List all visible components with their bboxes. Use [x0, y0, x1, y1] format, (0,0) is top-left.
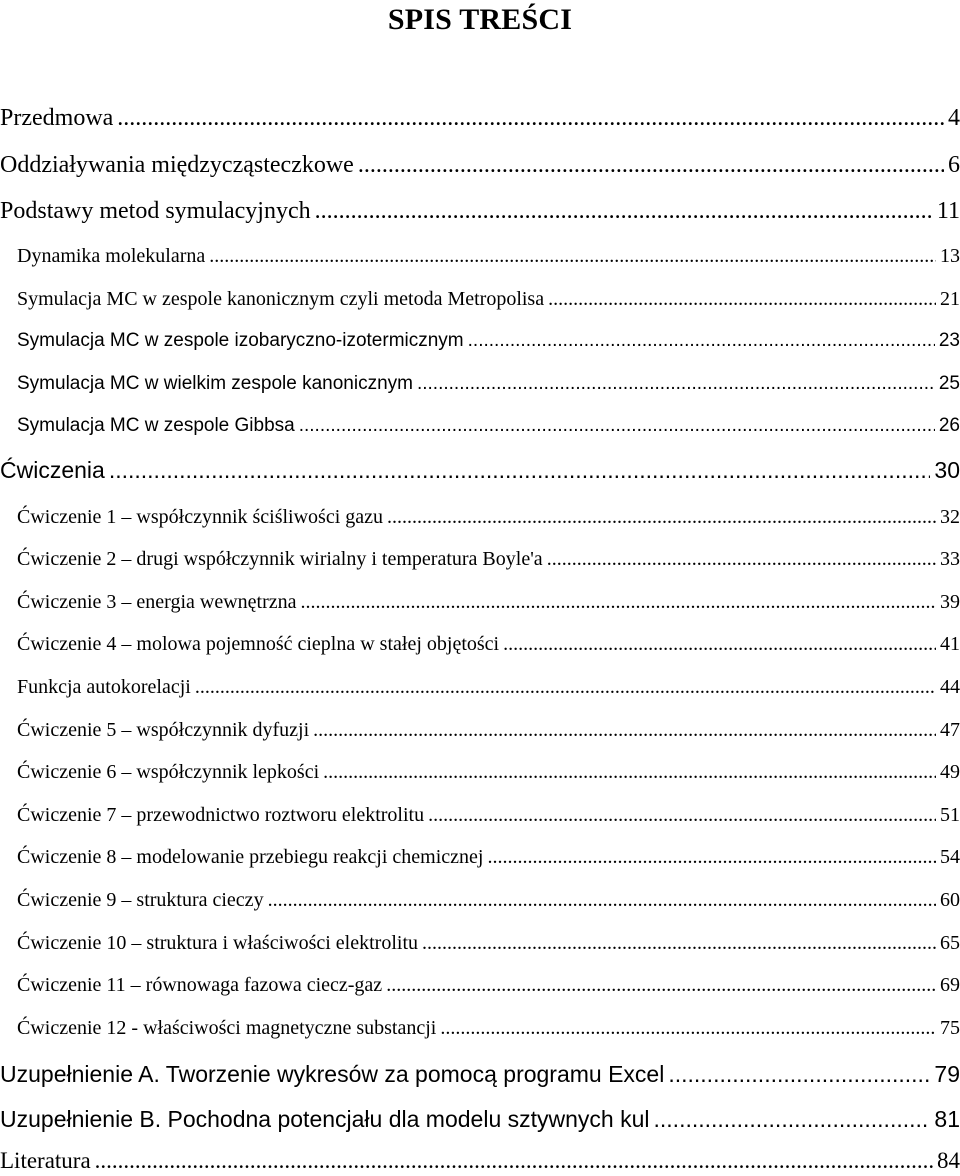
toc-entry-label: Oddziaływania międzycząsteczkowe [0, 152, 354, 178]
toc-entry-label: Ćwiczenia [0, 457, 105, 483]
toc-entry-page: 30 [934, 457, 960, 483]
toc-entry-label: Ćwiczenie 1 – współczynnik ściśliwości gazu [17, 506, 384, 528]
dot-leader [487, 843, 936, 871]
toc-entry-page: 21 [940, 288, 960, 310]
toc-entry[interactable] [17, 886, 960, 914]
toc-entry-page: 6 [948, 152, 960, 178]
toc-entry-page: 81 [934, 1106, 960, 1132]
toc-entry-page: 79 [934, 1061, 960, 1087]
toc-entry-page: 69 [940, 974, 960, 996]
toc-entry-label: Funkcja autokorelacji [17, 676, 191, 698]
toc-entry-page: 47 [940, 719, 960, 741]
toc-entry[interactable] [0, 455, 960, 485]
toc-entry[interactable] [17, 801, 960, 829]
toc-entry-label: Symulacja MC w zespole kanonicznym czyli metoda Metropolisa [17, 288, 545, 310]
toc-entry-label: Podstawy metod symulacyjnych [0, 198, 311, 224]
toc-entry-label: Przedmowa [0, 105, 114, 131]
dot-leader [440, 1014, 936, 1042]
toc-entry[interactable] [17, 673, 960, 701]
dot-leader [548, 285, 936, 313]
toc-entry-page: 51 [940, 804, 960, 826]
toc-entry-label: Literatura [0, 1148, 91, 1173]
toc-entry[interactable] [17, 503, 960, 531]
dot-leader [313, 716, 936, 744]
dot-leader [668, 1059, 930, 1089]
toc-entry[interactable] [0, 1104, 960, 1134]
dot-leader [358, 150, 944, 180]
dot-leader [654, 1104, 931, 1134]
toc-entry-page: 75 [940, 1017, 960, 1039]
toc-entry-label: Uzupełnienie B. Pochodna potencjału dla modelu sztywnych kul [0, 1106, 650, 1132]
toc-entry-page: 44 [940, 676, 960, 698]
toc-entry-label: Ćwiczenie 11 – równowaga fazowa ciecz-gaz [17, 974, 383, 996]
toc-entry[interactable] [0, 196, 960, 226]
toc-entry[interactable] [17, 327, 960, 355]
toc-entry-label: Dynamika molekularna [17, 245, 206, 267]
dot-leader [387, 503, 936, 531]
toc-entry[interactable] [0, 1146, 960, 1176]
toc-entry[interactable] [17, 588, 960, 616]
dot-leader [268, 886, 936, 914]
toc-entry-label: Ćwiczenie 4 – molowa pojemność cieplna w stałej objętości [17, 633, 500, 655]
dot-leader [301, 588, 936, 616]
dot-leader [109, 455, 931, 485]
toc-entry-page: 54 [940, 846, 960, 868]
toc-entry-label: Ćwiczenie 9 – struktura cieczy [17, 889, 264, 911]
toc-entry-page: 32 [940, 506, 960, 528]
toc-entry-page: 13 [940, 245, 960, 267]
toc-entry-page: 41 [940, 633, 960, 655]
dot-leader [195, 673, 936, 701]
toc-entry[interactable] [17, 929, 960, 957]
toc-entry-page: 4 [948, 105, 960, 131]
dot-leader [315, 196, 933, 226]
toc-entry-label: Ćwiczenie 6 – współczynnik lepkości [17, 761, 320, 783]
toc-entry-page: 84 [937, 1148, 960, 1173]
toc-entry-label: Ćwiczenie 2 – drugi współczynnik wirialny i temperatura Boyle'a [17, 548, 543, 570]
toc-entry[interactable] [17, 630, 960, 658]
page-title: SPIS TREŚCI [387, 3, 573, 36]
toc-entry-label: Symulacja MC w zespole Gibbsa [17, 415, 295, 436]
toc-entry[interactable] [17, 412, 960, 440]
toc-entry-page: 60 [940, 889, 960, 911]
toc-entry-label: Ćwiczenie 10 – struktura i właściwości elektrolitu [17, 932, 419, 954]
toc-entry[interactable] [17, 716, 960, 744]
toc-entry-page: 26 [938, 415, 960, 436]
dot-leader [117, 103, 944, 133]
dot-leader [386, 971, 936, 999]
toc-entry[interactable] [17, 370, 960, 398]
dot-leader [417, 370, 935, 398]
toc-entry-label: Ćwiczenie 12 - właściwości magnetyczne substancji [17, 1017, 437, 1039]
toc-entry-label: Ćwiczenie 5 – współczynnik dyfuzji [17, 719, 310, 741]
dot-leader [503, 630, 936, 658]
toc-entry-page: 23 [938, 330, 960, 351]
toc-entry[interactable] [17, 242, 960, 270]
toc-entry-page: 33 [940, 548, 960, 570]
toc-entry-page: 25 [938, 373, 960, 394]
dot-leader [468, 327, 935, 355]
toc-entry-label: Ćwiczenie 3 – energia wewnętrzna [17, 591, 297, 613]
dot-leader [547, 545, 936, 573]
toc-entry-page: 65 [940, 932, 960, 954]
toc-entry[interactable] [0, 150, 960, 180]
toc-entry[interactable] [0, 1059, 960, 1089]
toc-entry[interactable] [17, 545, 960, 573]
dot-leader [422, 929, 936, 957]
toc-entry-label: Symulacja MC w zespole izobaryczno-izotermicznym [17, 330, 464, 351]
toc-entry[interactable] [17, 285, 960, 313]
toc-entry[interactable] [17, 1014, 960, 1042]
toc-entry[interactable] [0, 103, 960, 133]
toc-entry-label: Uzupełnienie A. Tworzenie wykresów za pomocą programu Excel [0, 1061, 665, 1087]
toc-entry[interactable] [17, 971, 960, 999]
toc-entry-page: 49 [940, 761, 960, 783]
toc-entry-label: Ćwiczenie 7 – przewodnictwo roztworu elektrolitu [17, 804, 425, 826]
toc-entry-page: 39 [940, 591, 960, 613]
dot-leader [95, 1146, 933, 1176]
toc-entry-page: 11 [936, 198, 960, 224]
toc-entry-label: Symulacja MC w wielkim zespole kanonicznym [17, 373, 413, 394]
dot-leader [299, 412, 935, 440]
toc-entry[interactable] [17, 758, 960, 786]
dot-leader [323, 758, 936, 786]
toc-entry[interactable] [17, 843, 960, 871]
toc-entry-label: Ćwiczenie 8 – modelowanie przebiegu reakcji chemicznej [17, 846, 484, 868]
dot-leader [428, 801, 936, 829]
dot-leader [209, 242, 936, 270]
